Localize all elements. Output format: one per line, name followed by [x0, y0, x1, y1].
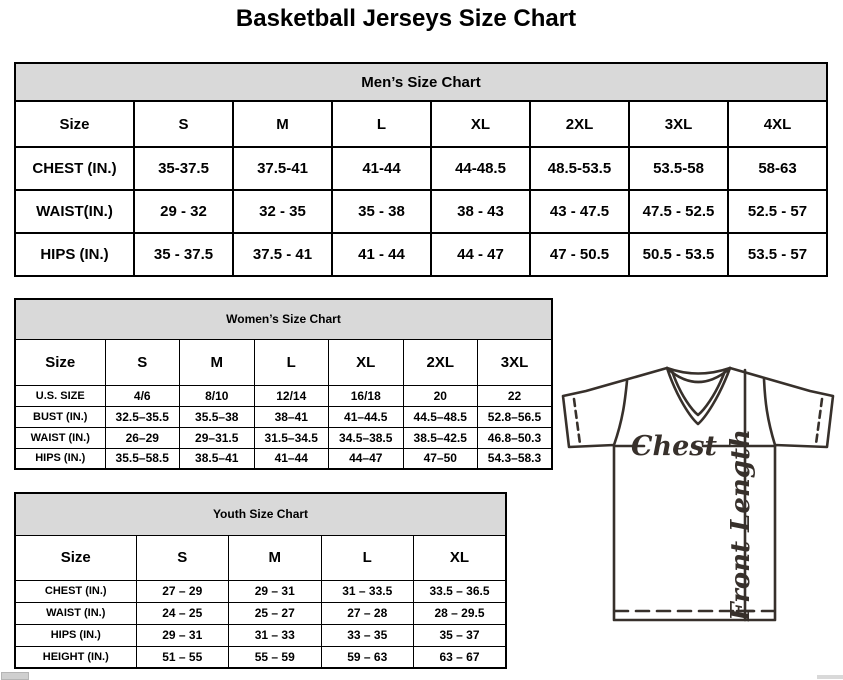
- jersey-right-cuff-stitch: [816, 399, 822, 444]
- table-cell: 52.5 - 57: [728, 190, 827, 233]
- table-cell: 4/6: [105, 385, 180, 406]
- table-cell: 47–50: [403, 448, 478, 469]
- chest-label: Chest: [631, 431, 717, 462]
- table-cell: 52.8–56.5: [478, 406, 553, 427]
- table-row: [15, 147, 827, 190]
- table-cell: 27 – 28: [321, 602, 414, 624]
- table-cell: 43 - 47.5: [530, 190, 629, 233]
- womens-col-header-l: L: [254, 339, 329, 385]
- table-cell: 20: [403, 385, 478, 406]
- mens-col-header-l: L: [332, 101, 431, 147]
- mens-col-header-m: M: [233, 101, 332, 147]
- mens-col-header-2xl: 2XL: [530, 101, 629, 147]
- table-cell: 24 – 25: [136, 602, 229, 624]
- table-cell: 44–47: [329, 448, 404, 469]
- youth-col-header-l: L: [321, 535, 414, 580]
- table-row: [15, 448, 552, 469]
- table-cell: 48.5-53.5: [530, 147, 629, 190]
- table-cell: 47.5 - 52.5: [629, 190, 728, 233]
- table-row: [15, 101, 827, 147]
- table-cell: 29 - 32: [134, 190, 233, 233]
- table-row: [15, 580, 506, 602]
- jersey-outline: [563, 368, 833, 620]
- youth-row-label-height: HEIGHT (IN.): [15, 646, 136, 668]
- table-cell: 37.5 - 41: [233, 233, 332, 276]
- youth-row-label-hips: HIPS (IN.): [15, 624, 136, 646]
- womens-col-header-xl: XL: [329, 339, 404, 385]
- table-cell: 31 – 33: [229, 624, 322, 646]
- table-cell: 63 – 67: [414, 646, 507, 668]
- table-cell: 38–41: [254, 406, 329, 427]
- table-cell: 35 – 37: [414, 624, 507, 646]
- table-row: [15, 646, 506, 668]
- jersey-left-cuff-stitch: [574, 399, 580, 444]
- table-cell: 54.3–58.3: [478, 448, 553, 469]
- table-cell: 38.5–41: [180, 448, 255, 469]
- table-cell: 16/18: [329, 385, 404, 406]
- youth-row-label-chest: CHEST (IN.): [15, 580, 136, 602]
- table-row: [15, 602, 506, 624]
- womens-col-header-size: Size: [15, 339, 105, 385]
- table-cell: 35-37.5: [134, 147, 233, 190]
- mens-col-header-s: S: [134, 101, 233, 147]
- womens-col-header-m: M: [180, 339, 255, 385]
- womens-size-chart-table: [14, 298, 553, 470]
- table-row: [15, 190, 827, 233]
- table-cell: 31 – 33.5: [321, 580, 414, 602]
- mens-row-label-chest: CHEST (IN.): [15, 147, 134, 190]
- mens-row-label-waist: WAIST(IN.): [15, 190, 134, 233]
- table-cell: 44.5–48.5: [403, 406, 478, 427]
- table-cell: 12/14: [254, 385, 329, 406]
- jersey-right-armhole: [764, 379, 775, 445]
- youth-row-label-waist: WAIST (IN.): [15, 602, 136, 624]
- table-row: [15, 385, 552, 406]
- table-cell: 41–44: [254, 448, 329, 469]
- table-cell: 46.8–50.3: [478, 427, 553, 448]
- table-cell: 35 - 38: [332, 190, 431, 233]
- mens-size-chart-table: [14, 62, 828, 277]
- womens-row-label-us-size: U.S. SIZE: [15, 385, 105, 406]
- table-cell: 25 – 27: [229, 602, 322, 624]
- womens-col-header-3xl: 3XL: [478, 339, 553, 385]
- table-cell: 35.5–58.5: [105, 448, 180, 469]
- mens-col-header-size: Size: [15, 101, 134, 147]
- youth-size-chart-table: [14, 492, 507, 669]
- mens-row-label-hips: HIPS (IN.): [15, 233, 134, 276]
- table-cell: 31.5–34.5: [254, 427, 329, 448]
- youth-col-header-s: S: [136, 535, 229, 580]
- table-cell: 33 – 35: [321, 624, 414, 646]
- table-row: [15, 535, 506, 580]
- womens-col-header-2xl: 2XL: [403, 339, 478, 385]
- table-cell: 28 – 29.5: [414, 602, 507, 624]
- table-cell: 29 – 31: [229, 580, 322, 602]
- table-cell: 44-48.5: [431, 147, 530, 190]
- table-cell: 41–44.5: [329, 406, 404, 427]
- table-cell: 55 – 59: [229, 646, 322, 668]
- table-cell: 22: [478, 385, 553, 406]
- table-cell: 41-44: [332, 147, 431, 190]
- mens-chart-title: Men’s Size Chart: [15, 63, 827, 101]
- table-row: [15, 624, 506, 646]
- jersey-measurement-diagram: [553, 353, 843, 645]
- table-cell: 47 - 50.5: [530, 233, 629, 276]
- table-cell: 58-63: [728, 147, 827, 190]
- table-cell: 50.5 - 53.5: [629, 233, 728, 276]
- table-cell: 29 – 31: [136, 624, 229, 646]
- scrollbar-fragment-right[interactable]: [817, 675, 843, 679]
- table-cell: 53.5-58: [629, 147, 728, 190]
- table-cell: 35.5–38: [180, 406, 255, 427]
- table-cell: 35 - 37.5: [134, 233, 233, 276]
- table-cell: 38.5–42.5: [403, 427, 478, 448]
- table-row: [15, 233, 827, 276]
- table-cell: 44 - 47: [431, 233, 530, 276]
- table-cell: 53.5 - 57: [728, 233, 827, 276]
- table-row: [15, 339, 552, 385]
- table-cell: 34.5–38.5: [329, 427, 404, 448]
- mens-col-header-4xl: 4XL: [728, 101, 827, 147]
- jersey-left-armhole: [614, 381, 627, 445]
- table-cell: 37.5-41: [233, 147, 332, 190]
- table-cell: 26–29: [105, 427, 180, 448]
- table-cell: 41 - 44: [332, 233, 431, 276]
- mens-col-header-xl: XL: [431, 101, 530, 147]
- youth-col-header-m: M: [229, 535, 322, 580]
- table-cell: 8/10: [180, 385, 255, 406]
- youth-col-header-xl: XL: [414, 535, 507, 580]
- jersey-collar-back-arc: [667, 368, 730, 374]
- table-cell: 32.5–35.5: [105, 406, 180, 427]
- youth-chart-title: Youth Size Chart: [15, 493, 506, 535]
- table-cell: 33.5 – 36.5: [414, 580, 507, 602]
- table-cell: 27 – 29: [136, 580, 229, 602]
- front-length-label: Front Length: [726, 429, 756, 621]
- page-title: Basketball Jerseys Size Chart: [235, 5, 577, 32]
- mens-col-header-3xl: 3XL: [629, 101, 728, 147]
- table-row: [15, 406, 552, 427]
- womens-chart-title: Women’s Size Chart: [15, 299, 552, 339]
- table-row: [15, 427, 552, 448]
- womens-row-label-bust: BUST (IN.): [15, 406, 105, 427]
- table-cell: 51 – 55: [136, 646, 229, 668]
- womens-row-label-hips: HIPS (IN.): [15, 448, 105, 469]
- womens-col-header-s: S: [105, 339, 180, 385]
- table-cell: 29–31.5: [180, 427, 255, 448]
- table-cell: 38 - 43: [431, 190, 530, 233]
- table-cell: 59 – 63: [321, 646, 414, 668]
- youth-col-header-size: Size: [15, 535, 136, 580]
- table-cell: 32 - 35: [233, 190, 332, 233]
- womens-row-label-waist: WAIST (IN.): [15, 427, 105, 448]
